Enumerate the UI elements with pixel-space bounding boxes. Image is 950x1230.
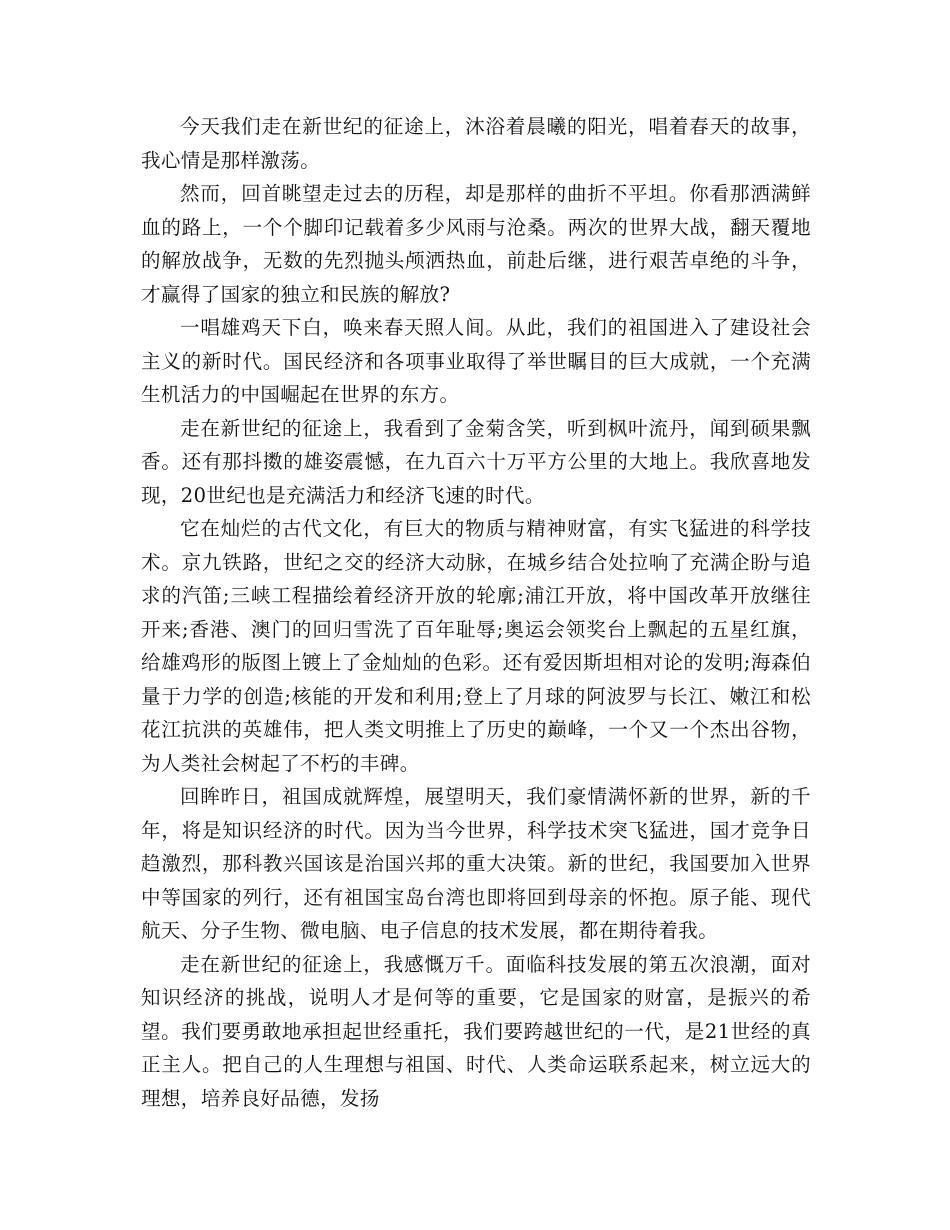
paragraph-4: 走在新世纪的征途上，我看到了金菊含笑，听到枫叶流丹，闻到硕果飘香。还有那抖擞的雄姿震憾，在九百六十万平方公里的大地上。我欣喜地发现，20世纪也是充满活力和经济飞速的时代。	[141, 416, 811, 507]
paragraph-7: 走在新世纪的征途上，我感慨万千。面临科技发展的第五次浪潮，面对知识经济的挑战，说明人才是何等的重要，它是国家的财富，是振兴的希望。我们要勇敢地承担起世经重托，我们要跨越世纪的一代，是21世经的真正主人。把自己的人生理想与祖国、时代、人类命运联系起来，树立远大的理想，培养良好品德，发扬	[141, 952, 811, 1110]
paragraph-6: 回眸昨日，祖国成就辉煌，展望明天，我们豪情满怀新的世界，新的千年，将是知识经济的时代。因为当今世界，科学技术突飞猛进，国才竞争日趋激烈，那科教兴国该是治国兴邦的重大决策。新的世纪，我国要加入世界中等国家的列行，还有祖国宝岛台湾也即将回到母亲的怀抱。原子能、现代航天、分子生物、微电脑、电子信息的技术发展，都在期待着我。	[141, 785, 811, 942]
paragraph-5: 它在灿烂的古代文化，有巨大的物质与精神财富，有实飞猛进的科学技术。京九铁路，世纪之交的经济大动脉，在城乡结合处拉响了充满企盼与追求的汽笛;三峡工程描绘着经济开放的轮廓;浦江开放，将中国改革开放继往开来;香港、澳门的回归雪洗了百年耻辱;奥运会领奖台上飘起的五星红旗，给雄鸡形的版图上镀上了金灿灿的色彩。还有爱因斯坦相对论的发明;海森伯量于力学的创造;核能的开发和利用;登上了月球的阿波罗与长江、嫩江和松花江抗洪的英雄伟，把人类文明推上了历史的巅峰，一个又一个杰出谷物，为人类社会树起了不朽的丰碑。	[141, 517, 811, 775]
paragraph-2: 然而，回首眺望走过去的历程，却是那样的曲折不平坦。你看那洒满鲜血的路上，一个个脚印记载着多少风雨与沧桑。两次的世界大战，翻天覆地的解放战争，无数的先烈抛头颅洒热血，前赴后继，进行艰苦卓绝的斗争，才赢得了国家的独立和民族的解放?	[141, 182, 811, 306]
paragraph-1: 今天我们走在新世纪的征途上，沐浴着晨曦的阳光，唱着春天的故事，我心情是那样激荡。	[141, 115, 811, 172]
paragraph-3: 一唱雄鸡天下白，唤来春天照人间。从此，我们的祖国进入了建设社会主义的新时代。国民经济和各项事业取得了举世瞩目的巨大成就，一个充满生机活力的中国崛起在世界的东方。	[141, 316, 811, 406]
document-body	[141, 110, 811, 1115]
